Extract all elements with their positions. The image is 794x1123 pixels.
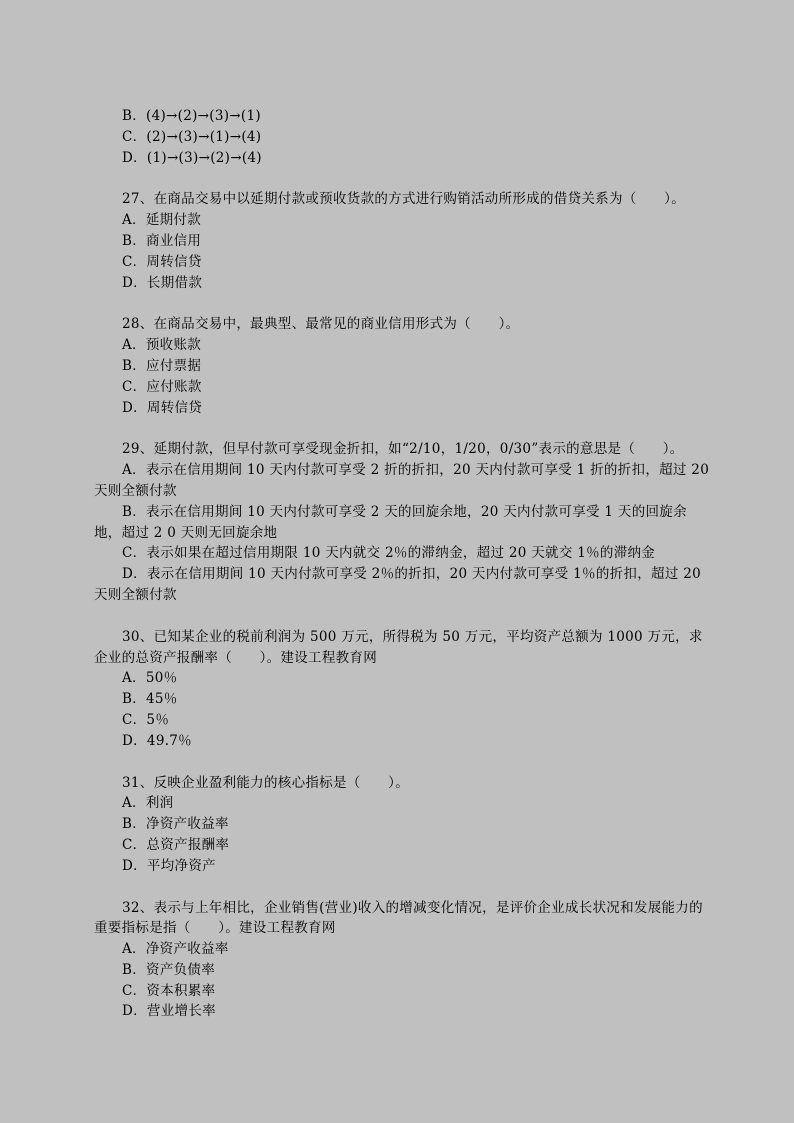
question-text: 31、反映企业盈利能力的核心指标是（ ）。 — [122, 774, 410, 791]
option-b: B．商业信用 — [122, 232, 202, 249]
option-d: D．表示在信用期间 10 天内付款可享受 2％的折扣，20 天内付款可享受 1％的折扣，超过 20 天则全额付款 — [94, 566, 701, 603]
question-text: 28、在商品交易中，最典型、最常见的商业信用形式为（ ）。 — [122, 316, 520, 333]
question-29 — [94, 439, 714, 605]
option-d: D．平均净资产 — [122, 857, 216, 874]
option-d: D．49.7％ — [122, 732, 192, 749]
question-32 — [94, 898, 714, 1023]
question-text: 27、在商品交易中以延期付款或预收货款的方式进行购销活动所形成的借贷关系为（ ）。 — [122, 191, 686, 208]
question-text: 32、表示与上年相比，企业销售(营业)收入的增减变化情况，是评价企业成长状况和发展能力的重要指标是指（ ）。建设工程教育网 — [94, 899, 703, 937]
option-b: B．(4)→(2)→(3)→(1) — [122, 108, 261, 124]
option-d: D．营业增长率 — [122, 1003, 216, 1020]
option-a: A．预收账款 — [122, 337, 202, 354]
option-b: B．表示在信用期间 10 天内付款可享受 2 天的回旋余地，20 天内付款可享受 1 天的回旋余地，超过 2 0 天则无回旋余地 — [94, 503, 687, 541]
option-c: C．表示如果在超过信用期限 10 天内就交 2％的滞纳金，超过 20 天就交 1％的滞纳金 — [122, 545, 656, 562]
option-b: B．45％ — [122, 691, 178, 708]
option-c: C．5％ — [122, 711, 170, 728]
question-text: 30、已知某企业的税前利润为 500 万元，所得税为 50 万元，平均资产总额为 1000 万元，求企业的总资产报酬率（ ）。建设工程教育网 — [94, 628, 703, 666]
option-d: D．长期借款 — [122, 274, 203, 291]
option-b: B．净资产收益率 — [122, 816, 229, 833]
question-27 — [94, 189, 714, 293]
option-c: C．总资产报酬率 — [122, 836, 230, 853]
option-c: C．周转信贷 — [122, 253, 202, 270]
option-c: C．(2)→(3)→(1)→(4) — [122, 128, 262, 145]
question-31 — [94, 773, 714, 877]
option-b: B．资产负债率 — [122, 961, 216, 978]
option-a: A．净资产收益率 — [122, 941, 229, 958]
option-a: A．利润 — [122, 795, 174, 812]
question-list — [94, 106, 714, 1022]
option-d: D．周转信贷 — [122, 399, 203, 416]
option-a: A．延期付款 — [122, 212, 202, 229]
question-26-tail — [94, 106, 714, 168]
question-text: 29、延期付款，但早付款可享受现金折扣，如“2/10，1/20，0/30”表示的意思是（ ）。 — [122, 441, 684, 458]
option-b: B．应付票据 — [122, 357, 202, 374]
option-a: A．表示在信用期间 10 天内付款可享受 2 折的折扣，20 天内付款可享受 1 折的折扣，超过 20 天则全额付款 — [94, 462, 710, 499]
question-30 — [94, 627, 714, 752]
option-c: C．应付账款 — [122, 378, 202, 395]
option-d: D．(1)→(3)→(2)→(4) — [122, 149, 262, 166]
option-c: C．资本积累率 — [122, 982, 216, 999]
option-a: A．50％ — [122, 670, 178, 687]
question-28 — [94, 314, 714, 418]
